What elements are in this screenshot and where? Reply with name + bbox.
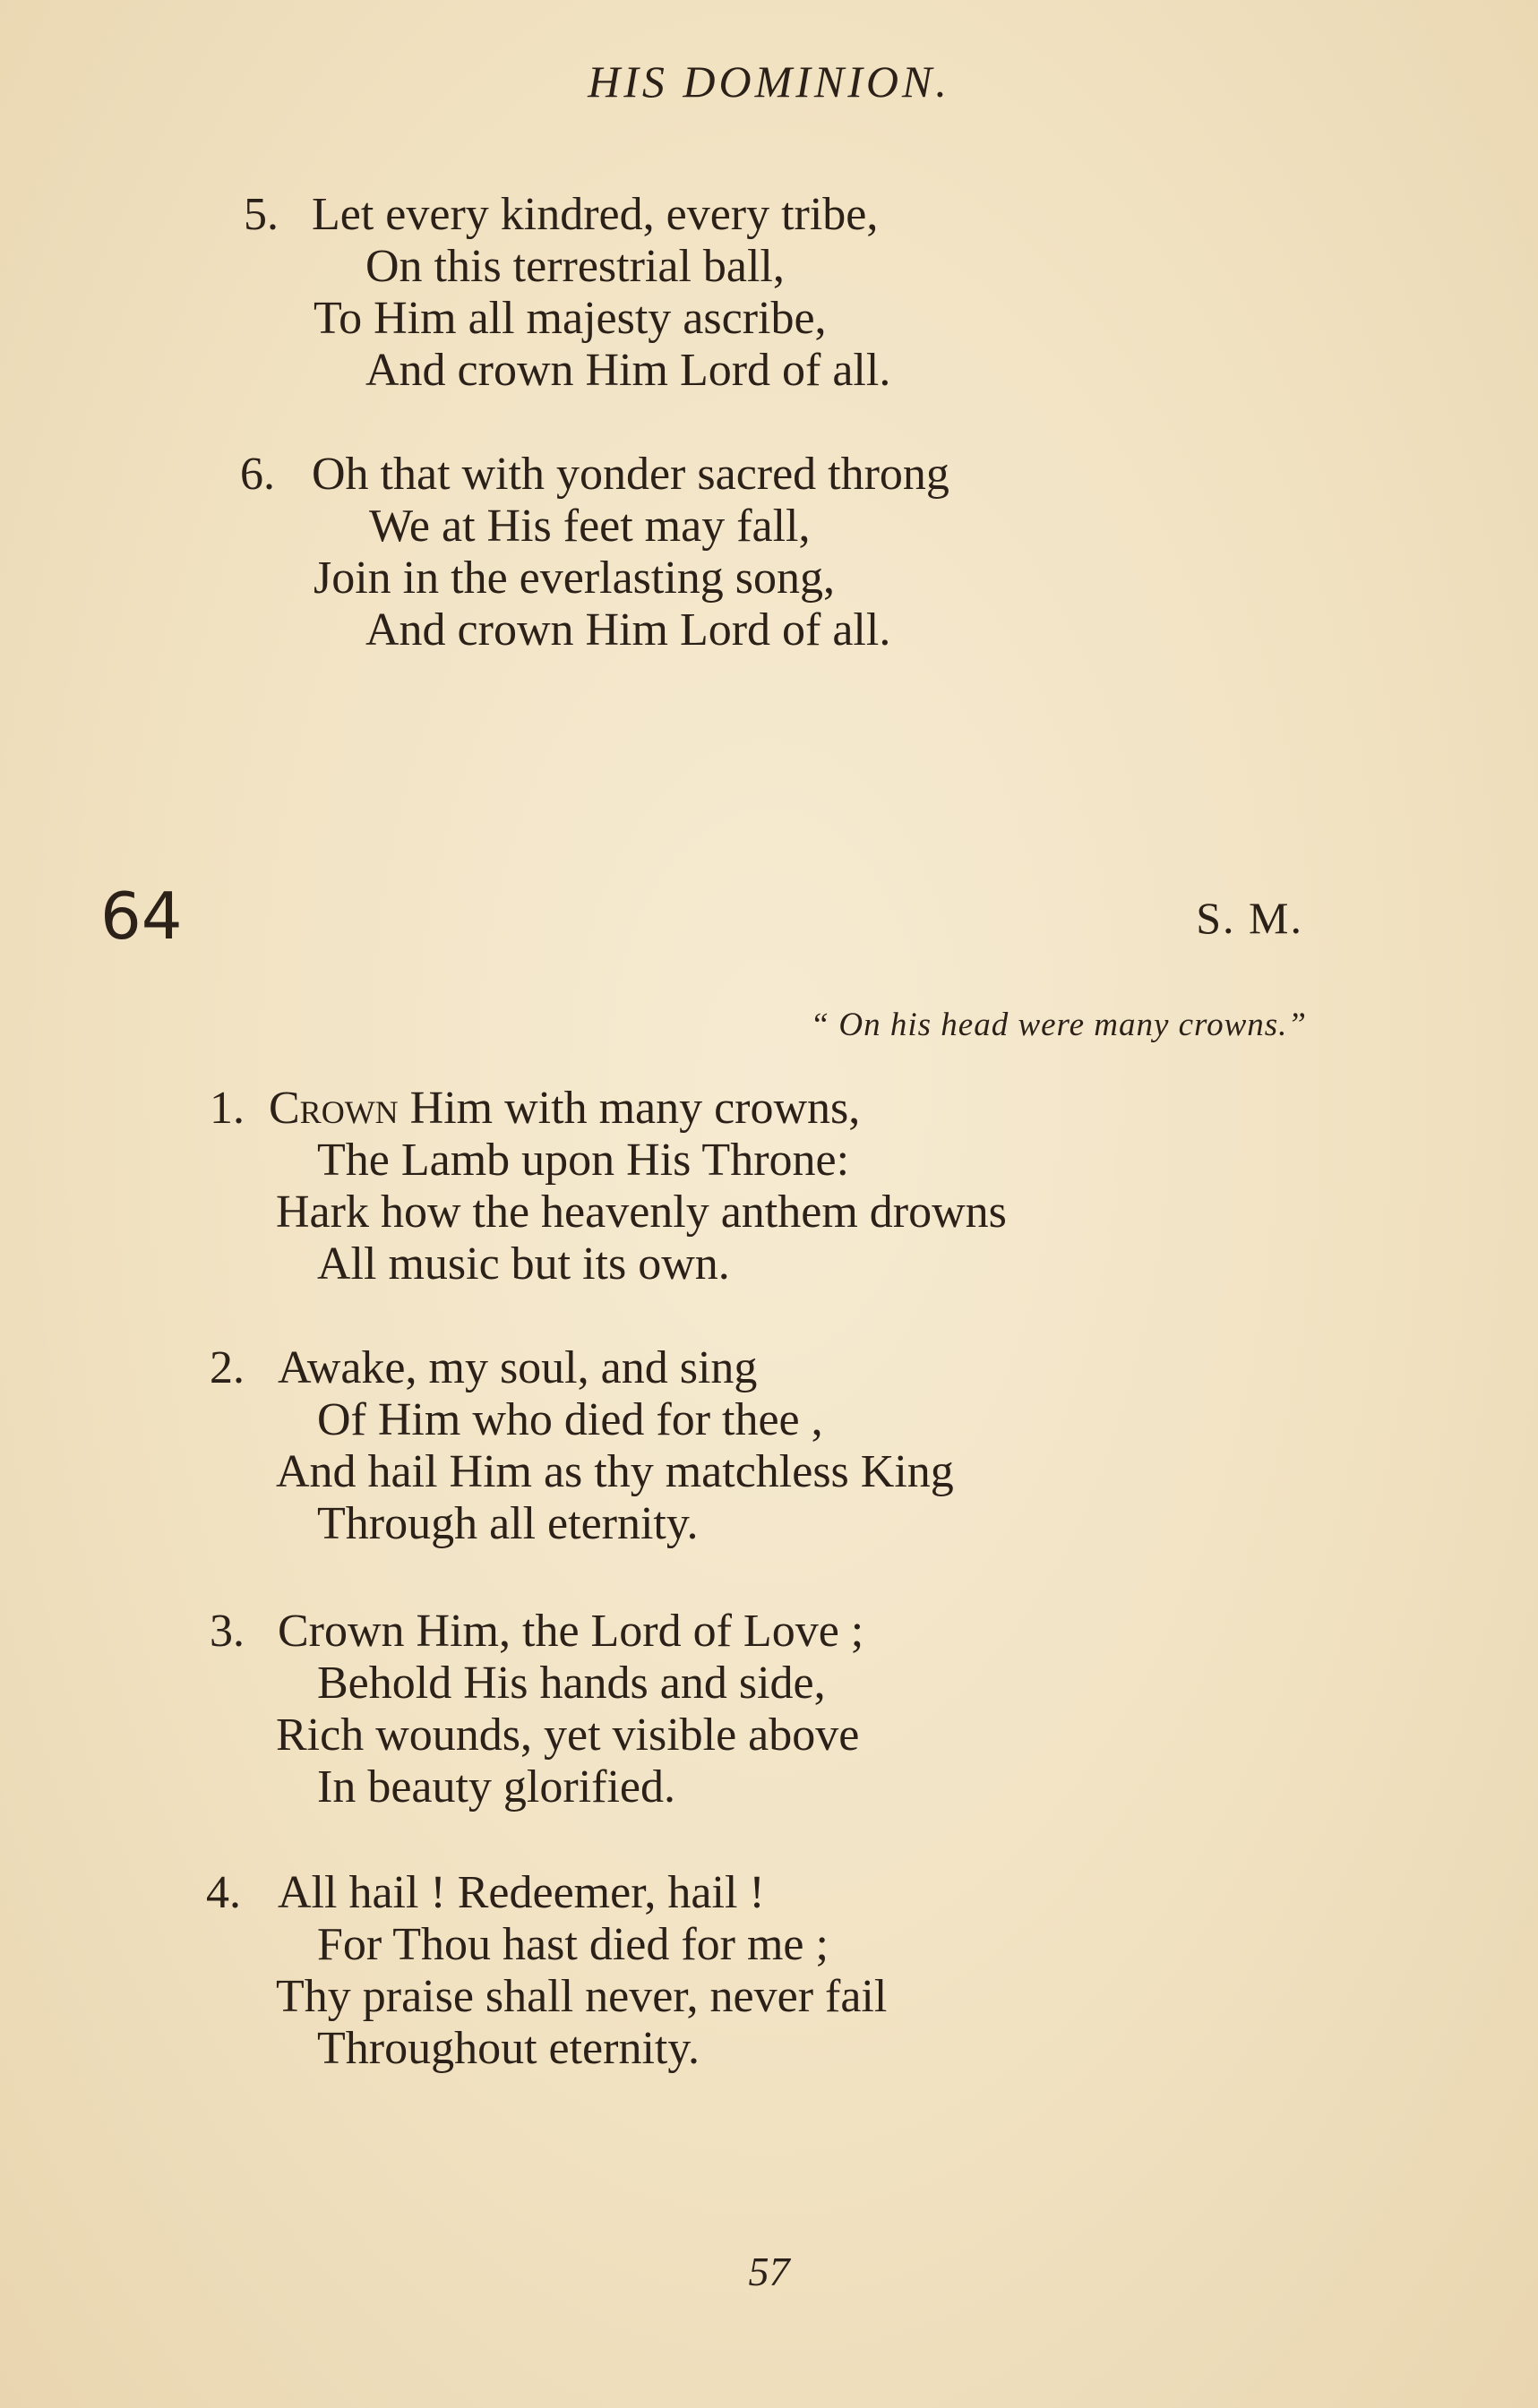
epigraph: “ On his head were many crowns.” [810, 1007, 1307, 1043]
hymn-meter: S. M. [1196, 893, 1303, 943]
verse-line: And crown Him Lord of all. [365, 345, 891, 396]
verse-line: Join in the everlasting song, [314, 553, 836, 604]
initial-word: Crown [269, 1083, 399, 1134]
verse-line: Awake, my soul, and sing [278, 1342, 758, 1393]
verse-line: Crown Him, the Lord of Love ; [278, 1606, 864, 1657]
page-number: 57 [748, 2249, 790, 2294]
verse-line: The Lamb upon His Throne: [317, 1135, 850, 1186]
verse-line: All music but its own. [317, 1238, 730, 1290]
verse-line: Hark how the heavenly anthem drowns [276, 1187, 1007, 1238]
first-line-rest: Him with many crowns, [398, 1083, 861, 1134]
verse-number: 1. [210, 1083, 245, 1134]
verse-number: 6. [240, 449, 275, 500]
verse-line: Rich wounds, yet visible above [276, 1710, 860, 1761]
verse-line: Through all eternity. [317, 1498, 699, 1549]
verse-number: 3. [210, 1606, 245, 1657]
verse-line: We at His feet may fall, [369, 501, 811, 552]
verse-line: All hail ! Redeemer, hail ! [278, 1867, 765, 1918]
verse-line: On this terrestrial ball, [365, 241, 785, 292]
verse-number: 5. [244, 189, 279, 240]
running-head: HIS DOMINION. [588, 56, 950, 107]
verse-number: 2. [210, 1342, 245, 1393]
verse-number: 4. [206, 1867, 241, 1918]
hymn-number: 64 [100, 878, 183, 954]
verse-line: Let every kindred, every tribe, [312, 189, 879, 240]
verse-line: And hail Him as thy matchless King [276, 1446, 954, 1497]
verse-line: Behold His hands and side, [317, 1658, 826, 1709]
verse-line: Of Him who died for thee , [317, 1394, 823, 1445]
verse-line [269, 1082, 860, 1135]
verse-line: Oh that with yonder sacred throng [312, 449, 949, 500]
verse-line: For Thou hast died for me ; [317, 1919, 829, 1970]
verse-line: And crown Him Lord of all. [365, 604, 891, 656]
verse-line: In beauty glorified. [317, 1761, 675, 1812]
verse-line: Throughout eternity. [317, 2023, 700, 2074]
verse-line: To Him all majesty ascribe, [314, 293, 827, 344]
verse-line: Thy praise shall never, never fail [276, 1971, 888, 2022]
